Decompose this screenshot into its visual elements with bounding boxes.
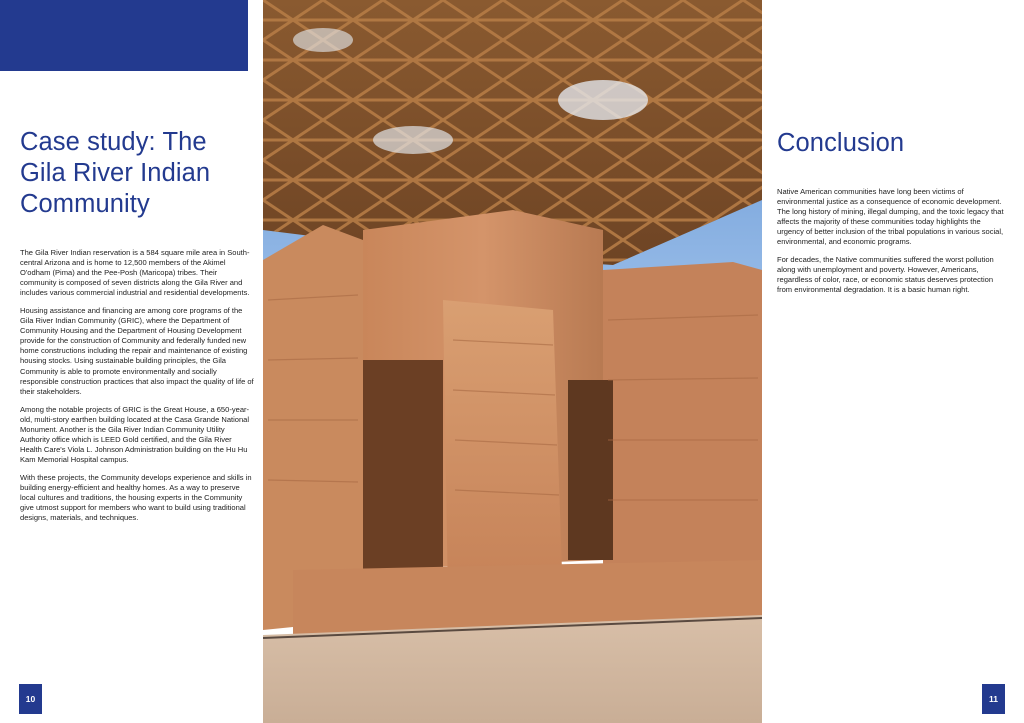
body-paragraph: Native American communities have long been victims of environmental justice as a consequence of economic development. The long history of mining, illegal dumping, and the toxic legacy that affects the majority of these communities today highlights the urgency of better inclusion of the tribal populations in various social, environmental, and economic programs. — [777, 187, 1004, 247]
conclusion-title: Conclusion — [777, 129, 905, 157]
title-line: Community — [20, 190, 150, 218]
body-paragraph: With these projects, the Community develops experience and skills in building energy-efficient and healthy homes. As a way to preserve local cultures and traditions, the housing experts in the Community give utmost support for members who want to build using traditional designs, materials, and techniques. — [20, 472, 252, 523]
case-study-title — [20, 127, 255, 220]
body-paragraph: Among the notable projects of GRIC is the Great House, a 650-year-old, multi-story earthen building located at the Casa Grande National Monument. Another is the Gila River Indian Community Utility Authority office which is LEED Gold certified, and the Gila River Health Care's Viola L. Johnson Administration building on the Hu Hu Kam Memorial Hospital campus. — [20, 404, 250, 464]
body-paragraph: The Gila River Indian reservation is a 584 square mile area in South-central Arizona and is home to 12,500 members of the Akimel O'odham (Pima) and the Pee-Posh (Maricopa) tribes. Their community is composed of seven districts along the Gila River and includes various commercial industrial and residential developments. — [20, 248, 250, 298]
right-page-content — [777, 128, 1007, 303]
left-page-content — [20, 127, 255, 531]
header-color-block — [0, 0, 248, 71]
page-number-left: 10 — [19, 684, 42, 714]
title-line: Gila River Indian — [20, 159, 211, 187]
body-paragraph: For decades, the Native communities suffered the worst pollution along with unemployment and poverty. However, Americans, regardless of color, race, or economic status deserves protection from environmental degradation. It is a basic human right. — [777, 255, 994, 295]
great-house-photo — [263, 0, 762, 723]
page-number-right: 11 — [982, 684, 1005, 714]
body-paragraph: Housing assistance and financing are among core programs of the Gila River Indian Community (GRIC), where the Department of Community Housing and the Department of Housing Development provide for the construction of Community and federally funded new home constructions including the repair and maintenance of existing housing stocks. Using sustainable building principles, the Gila Community is able to promote environmentally and socially responsible construction practices that also impact the quality of life of their stakeholders. — [20, 306, 254, 396]
title-line: Case study: The — [20, 128, 207, 156]
